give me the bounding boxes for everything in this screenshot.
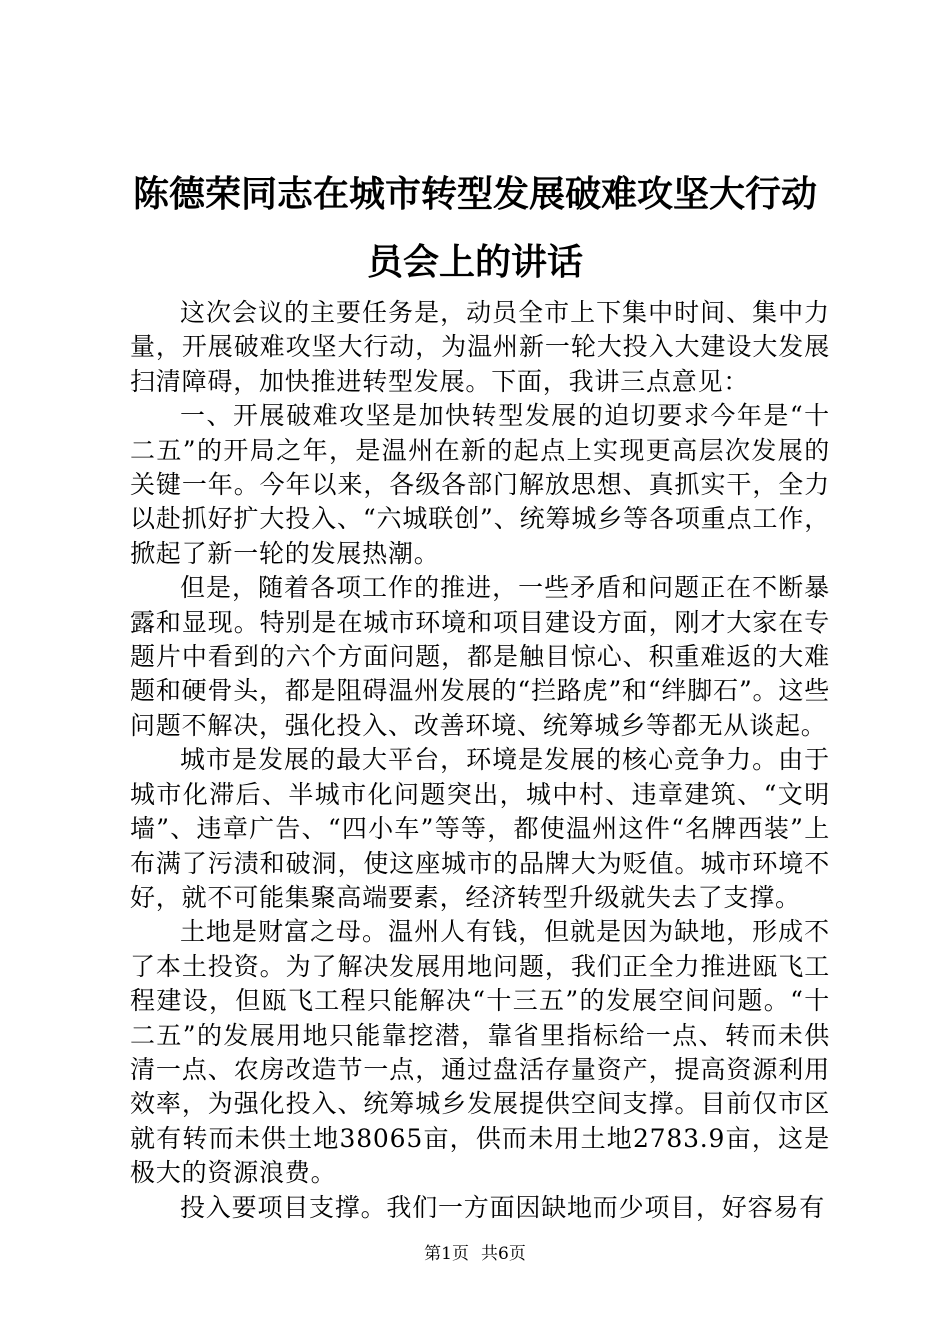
paragraph: 土地是财富之母。温州人有钱，但就是因为缺地，形成不了本土投资。为了解决发展用地问题，我们正全力推进瓯飞工程建设，但瓯飞工程只能解决“十三五”的发展空间问题。“十二五”的发展用地只能靠挖潜，靠省里指标给一点、转而未供清一点、农房改造节一点，通过盘活存量资产，提高资源利用效率，为强化投入、统筹城乡发展提供空间支撑。目前仅市区就有转而未供土地38065亩，供而未用土地2783.9亩，这是极大的资源浪费。	[130, 917, 830, 1188]
paragraph: 这次会议的主要任务是，动员全市上下集中时间、集中力量，开展破难攻坚大行动，为温州新一轮大投入大建设大发展扫清障碍，加快推进转型发展。下面，我讲三点意见：	[130, 298, 830, 396]
paragraph: 城市是发展的最大平台，环境是发展的核心竞争力。由于城市化滞后、半城市化问题突出，城中村、违章建筑、“文明墙”、违章广告、“四小车”等等，都使温州这件“名牌西装”上布满了污渍和破洞，使这座城市的品牌大为贬值。城市环境不好，就不可能集聚高端要素，经济转型升级就失去了支撑。	[130, 745, 830, 912]
document-title: 陈德荣同志在城市转型发展破难攻坚大行动员会上的讲话	[132, 173, 817, 283]
paragraph: 但是，随着各项工作的推进，一些矛盾和问题正在不断暴露和显现。特别是在城市环境和项目建设方面，刚才大家在专题片中看到的六个方面问题，都是触目惊心、积重难返的大难题和硬骨头，都是阻碍温州发展的“拦路虎”和“绊脚石”。这些问题不解决，强化投入、改善环境、统筹城乡等都无从谈起。	[130, 573, 830, 740]
paragraph: 一、开展破难攻坚是加快转型发展的迫切要求今年是“十二五”的开局之年，是温州在新的起点上实现更高层次发展的关键一年。今年以来，各级各部门解放思想、真抓实干，全力以赴抓好扩大投入、“六城联创”、统筹城乡等各项重点工作，掀起了新一轮的发展热潮。	[130, 401, 830, 568]
paragraph: 投入要项目支撑。我们一方面因缺地而少项目，好容易有	[180, 1192, 826, 1222]
page-total: 共6页	[481, 1244, 526, 1264]
page-number: 第1页	[424, 1244, 469, 1264]
document-body	[130, 296, 830, 1225]
page-footer	[0, 1242, 950, 1266]
